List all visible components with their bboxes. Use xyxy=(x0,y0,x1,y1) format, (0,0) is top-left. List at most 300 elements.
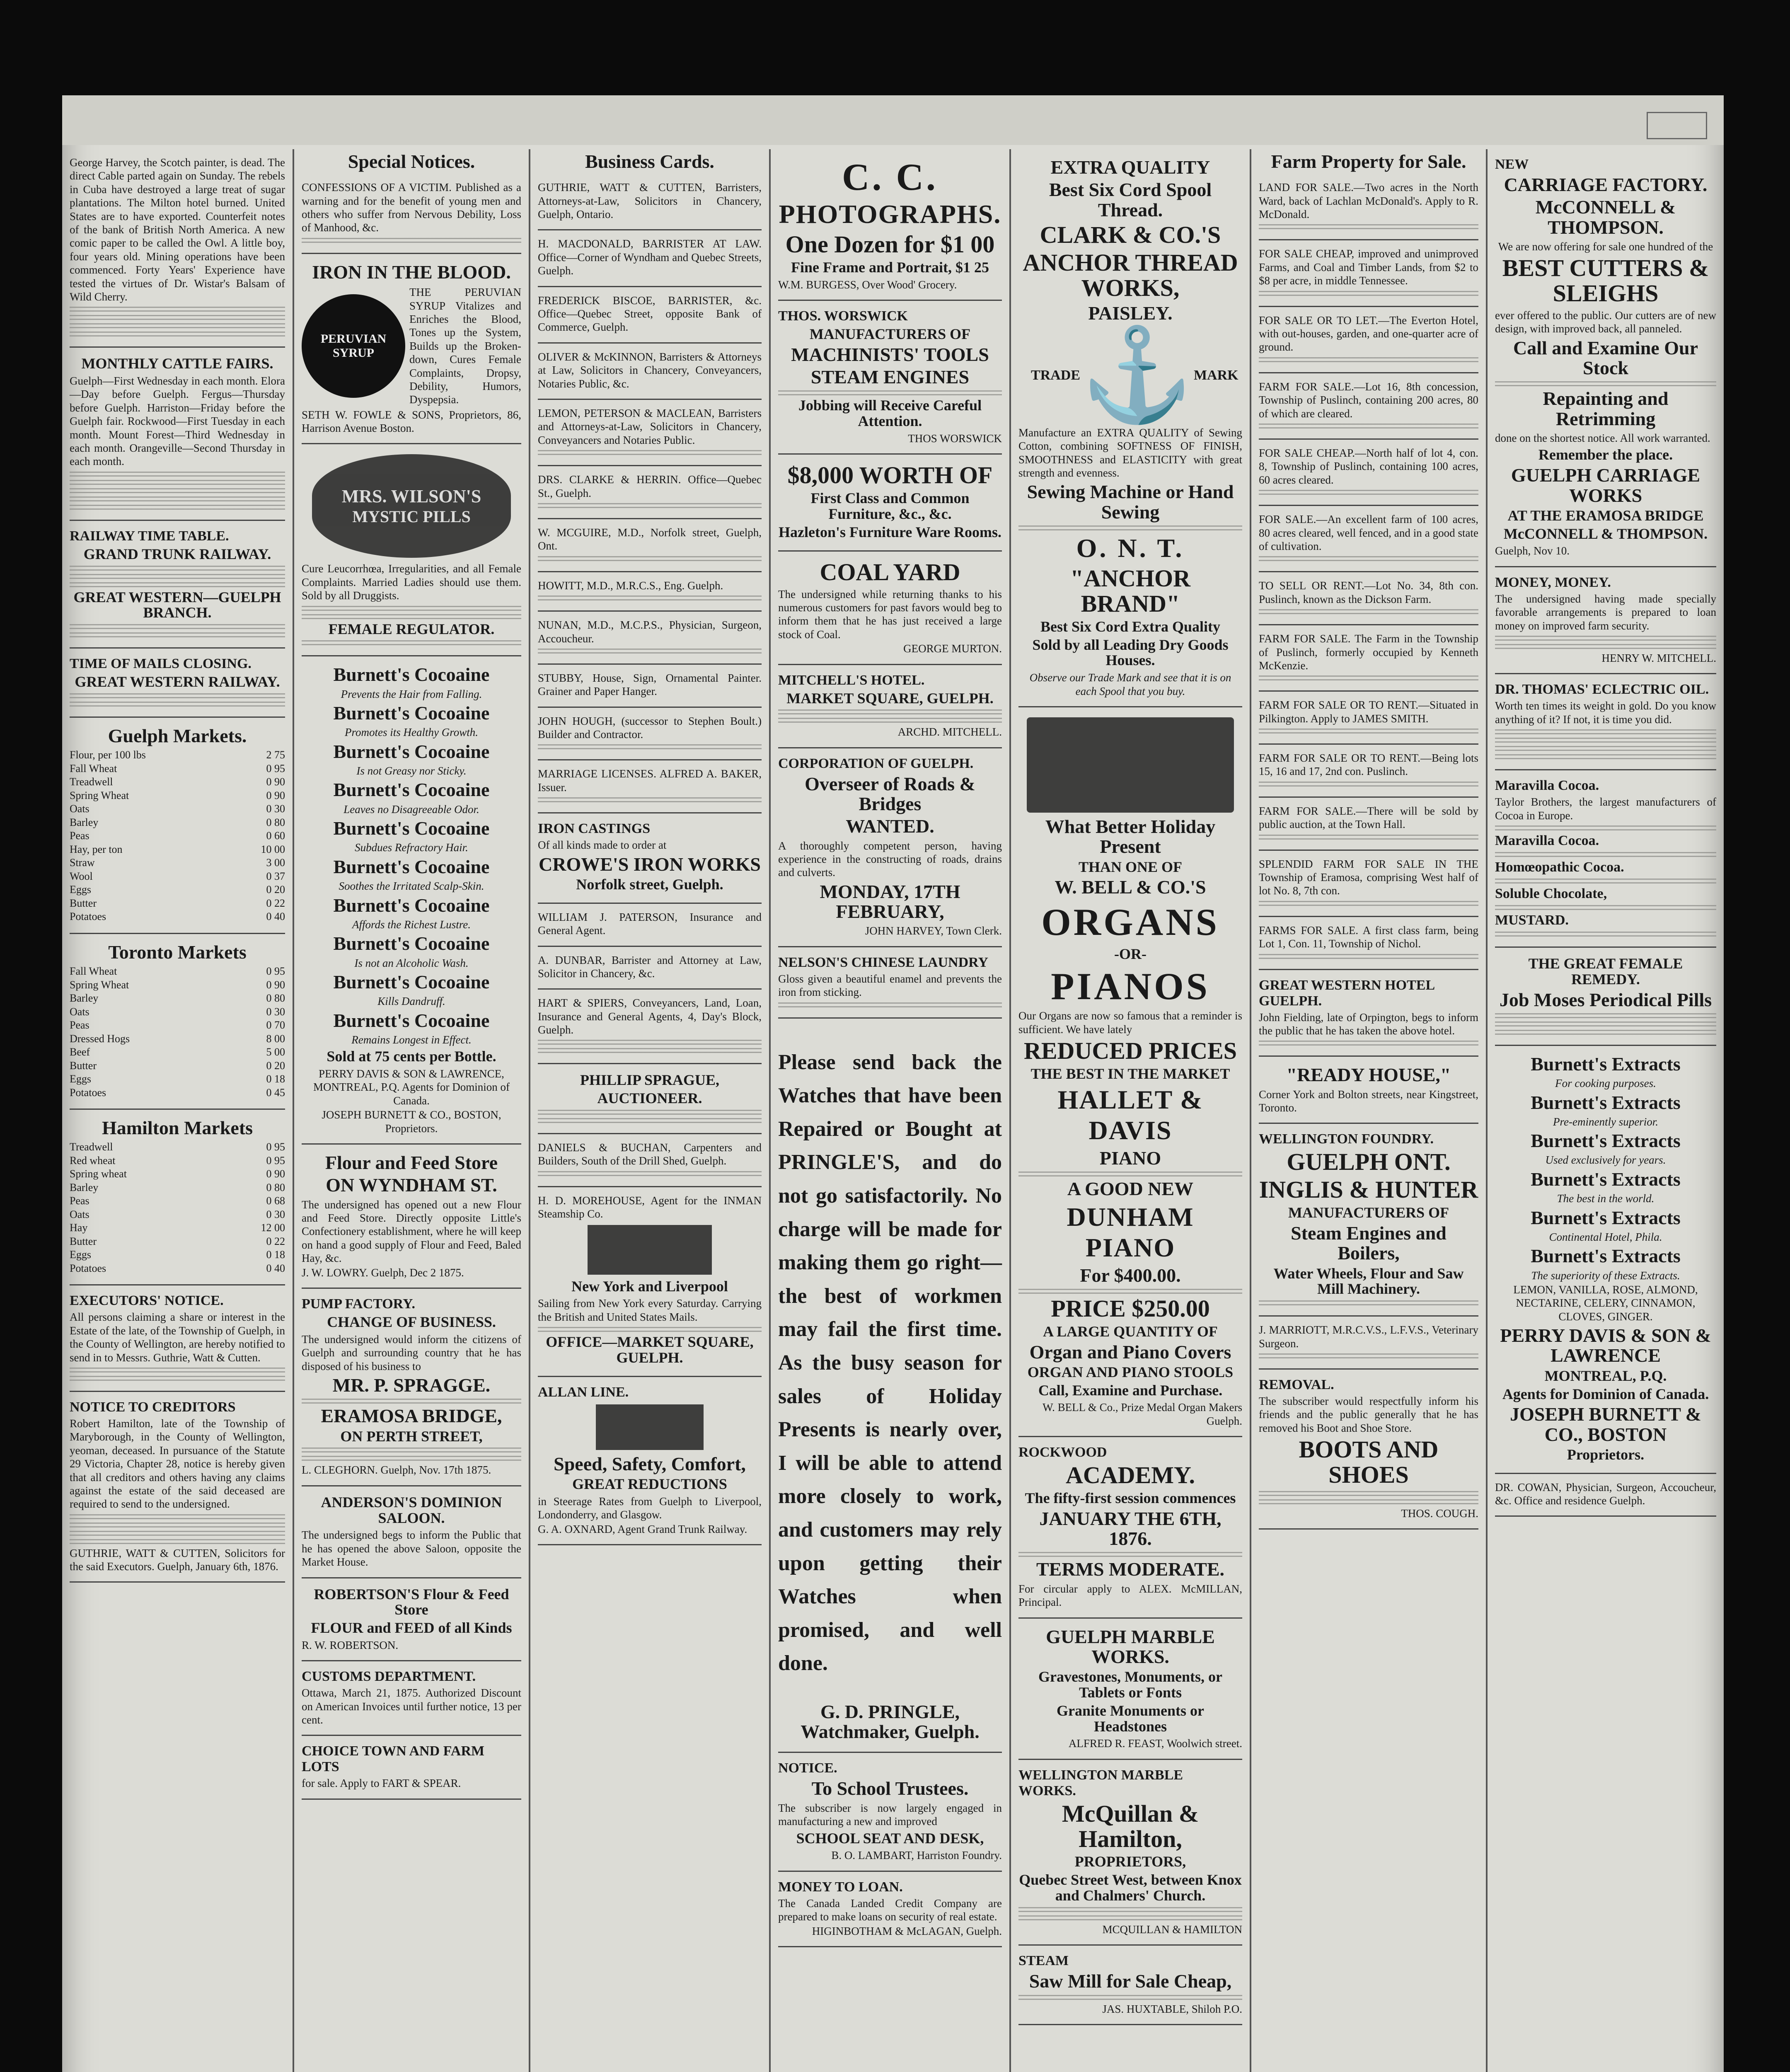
mitchell-title: MITCHELL'S HOTEL. xyxy=(778,672,925,688)
farm-listing xyxy=(1259,692,1478,745)
spool-thread: Best Six Cord Spool Thread. xyxy=(1049,179,1212,220)
anchor-icon: ⚓ xyxy=(1080,324,1194,426)
machinists-tools: MACHINISTS' TOOLS xyxy=(791,344,989,365)
cocoaine-title: Burnett's Cocoaine xyxy=(333,779,490,801)
card-biscoe xyxy=(538,287,762,344)
market-price: 0 90 xyxy=(266,776,285,788)
farm-listing xyxy=(1259,851,1478,917)
farm-list xyxy=(1259,174,1478,970)
mcconnell-title: McCONNELL & THOMPSON. xyxy=(1535,196,1676,238)
iron-blood-ad xyxy=(302,254,521,445)
card-macdonald xyxy=(538,230,762,287)
coal-text: The undersigned while returning thanks to his numerous customers for past favors would beg to inform them that he has just received a large stock of Coal. xyxy=(778,588,1002,641)
furniture-price: $8,000 WORTH OF xyxy=(787,462,993,489)
bell-name: W. BELL & CO.'S xyxy=(1055,876,1206,898)
iron-title: IRON IN THE BLOOD. xyxy=(312,261,511,283)
dunham-price: For $400.00. xyxy=(1080,1264,1181,1286)
hough-text: JOHN HOUGH, (successor to Stephen Boult.) Builder and Contractor. xyxy=(538,714,762,741)
farm-listing xyxy=(1259,440,1478,506)
customs-text: Ottawa, March 21, 1875. Authorized Discount on American Invoices until further notice, 13 per cent. xyxy=(302,1687,521,1726)
holiday-present: What Better Holiday Present xyxy=(1045,816,1216,857)
guelph-marble-ad xyxy=(1018,1619,1242,1760)
market-row xyxy=(70,870,285,884)
wilsons-title: MRS. WILSON'S xyxy=(341,486,481,507)
great-western-hotel-ad xyxy=(1259,970,1478,1057)
furniture-text: First Class and Common Furniture, &c., &c. xyxy=(810,490,970,523)
news-briefs xyxy=(70,149,285,348)
money-title: MONEY TO LOAN. xyxy=(778,1879,903,1895)
business-cards-title: Business Cards. xyxy=(585,151,714,172)
card-paterson xyxy=(538,904,762,947)
mark-label: MARK xyxy=(1193,367,1238,383)
market-price: 0 80 xyxy=(266,816,285,828)
lambart-sign: B. O. LAMBART, Harriston Foundry. xyxy=(831,1849,1002,1862)
allan-steerage: in Steerage Rates from Guelph to Liverpool, Londonderry, and Glasgow. xyxy=(538,1495,762,1521)
market-row xyxy=(70,1248,285,1262)
wilsons-sub: MYSTIC PILLS xyxy=(352,507,471,526)
market-row xyxy=(70,748,285,762)
customs-title: CUSTOMS DEPARTMENT. xyxy=(302,1669,476,1685)
market-item: Oats xyxy=(70,803,90,815)
farm-listing xyxy=(1259,798,1478,851)
dunbar-text: A. DUNBAR, Barrister and Attorney at Law, Solicitor in Chancery, &c. xyxy=(538,954,762,980)
market-price: 5 00 xyxy=(266,1046,285,1058)
market-item: Fall Wheat xyxy=(70,762,117,775)
laundry-title: NELSON'S CHINESE LAUNDRY xyxy=(778,954,989,970)
pump-sign: L. CLEGHORN. Guelph, Nov. 17th 1875. xyxy=(302,1464,491,1477)
market-item: Straw xyxy=(70,857,95,869)
farm-listing-text: FOR SALE CHEAP, improved and unimproved Farms, and Coal and Timber Lands, from $2 to $8 per acre, in middle Tennessee. xyxy=(1259,247,1478,287)
card-daniels xyxy=(538,1134,762,1187)
marriage-text: MARRIAGE LICENSES. ALFRED A. BAKER, Issuer. xyxy=(538,767,762,794)
cowan-ad xyxy=(1495,1474,1716,1517)
allan-reductions: GREAT REDUCTIONS xyxy=(572,1476,727,1493)
market-item: Hay xyxy=(70,1222,88,1234)
toronto-price-list xyxy=(70,965,285,1099)
rockwood-academy-ad xyxy=(1018,1437,1242,1618)
cocoaine-claim: Is not an Alcoholic Wash. xyxy=(354,956,469,969)
market-item: Oats xyxy=(70,1208,90,1220)
trustees-text: The subscriber is now largely engaged in manufacturing a new and improved xyxy=(778,1801,1002,1828)
flour-text: The undersigned has opened out a new Flour and Feed Store. Directly opposite Little's Confectionery establishment, where he will keep on hand a good supply of Flour and Feed, Baled Hay, &c. xyxy=(302,1198,521,1265)
farm-listing-text: FARM FOR SALE.—Lot 16, 8th concession, Township of Puslinch, containing 200 acres, 80 of which are cleared. xyxy=(1259,380,1478,420)
market-row xyxy=(70,1140,285,1154)
market-item: Oats xyxy=(70,1005,90,1018)
sprague-sub: AUCTIONEER. xyxy=(597,1090,702,1107)
anchor-text: Manufacture an EXTRA QUALITY of Sewing Cotton, combining SOFTNESS OF FINISH, SMOOTHNESS and ELASTICITY with great strength and evenness. xyxy=(1018,426,1242,479)
oliver-text: OLIVER & McKINNON, Barristers & Attorneys at Law, Solicitors in Chancery, Conveyancers, Notaries Public, &c. xyxy=(538,350,762,390)
dunham-piano: DUNHAM PIANO xyxy=(1067,1202,1194,1262)
market-price: 0 30 xyxy=(266,803,285,815)
moses-pills: Job Moses Periodical Pills xyxy=(1499,989,1712,1010)
fairs-title: MONTHLY CATTLE FAIRS. xyxy=(81,355,273,372)
sewing-machine: Sewing Machine or Hand Sewing xyxy=(1027,481,1234,523)
or-divider: -OR- xyxy=(1114,945,1147,962)
executors-title: EXECUTORS' NOTICE. xyxy=(70,1293,224,1309)
farm-listing-text: FOR SALE.—An excellent farm of 100 acres, 80 acres cleared, well fenced, and in a good state of cultivation. xyxy=(1259,513,1478,552)
card-howitt xyxy=(538,572,762,612)
cocoaine-claim: Remains Longest in Effect. xyxy=(351,1033,472,1046)
card-nunan xyxy=(538,612,762,665)
allan-ship-image xyxy=(596,1404,704,1450)
clarke-text: DRS. CLARKE & HERRIN. Office—Quebec St., Guelph. xyxy=(538,473,762,499)
gw-title: GREAT WESTERN HOTEL GUELPH. xyxy=(1259,977,1434,1009)
creditors-text: Robert Hamilton, late of the Township of Maryborough, in the County of Wellington, yeoman, deceased. In pursuance of the Statute 29 Victoria, Chapter 28, notice is hereby given that all creditors and others having any claims against the estate of the said deceased are required to send to the undersigned. xyxy=(70,1417,285,1510)
confessions-ad xyxy=(302,174,521,254)
mitchell-sub: MARKET SQUARE, GUELPH. xyxy=(786,690,994,707)
market-row xyxy=(70,1005,285,1019)
lots-ad xyxy=(302,1736,521,1799)
hamilton-price-list xyxy=(70,1140,285,1275)
anchor-works: ANCHOR THREAD WORKS, xyxy=(1023,249,1238,301)
perry-davis-text: PERRY DAVIS & SON & LAWRENCE, MONTREAL, P.Q. Agents for Dominion of Canada. xyxy=(313,1067,510,1107)
farm-listing-text: FARMS FOR SALE. A first class farm, being Lot 1, Con. 11, Township of Nichol. xyxy=(1259,924,1478,950)
burgess-text: W.M. BURGESS, Over Wood' Grocery. xyxy=(778,278,957,291)
wellington-marble-ad xyxy=(1018,1760,1242,1946)
fairs-text: Guelph—First Wednesday in each month. Elora—Day before Guelph. Fergus—Thursday before Guelph. Harriston—Friday before the Guelph fair. Rockwood—First Tuesday in each month. Mount Forest—Third Wednesday in each month. Orangeville—Second Thursday in each month. xyxy=(70,375,285,468)
anderson-text: The undersigned begs to inform the Public that he has opened the above Saloon, opposite the Market House. xyxy=(302,1529,521,1569)
market-price: 0 95 xyxy=(266,965,285,978)
observe-text: Observe our Trade Mark and see that it is on each Spool that you buy. xyxy=(1029,671,1231,697)
mitchell-hotel-ad xyxy=(778,665,1002,748)
cocoaine-title: Burnett's Cocoaine xyxy=(333,856,490,877)
removal-ad xyxy=(1259,1370,1478,1530)
market-row xyxy=(70,1154,285,1168)
market-row xyxy=(70,1221,285,1235)
market-row xyxy=(70,829,285,843)
market-row xyxy=(70,1167,285,1181)
boots-sign: THOS. COUGH. xyxy=(1401,1507,1478,1520)
robertson-title: ROBERTSON'S Flour & Feed Store xyxy=(314,1585,509,1618)
peruvian-syrup-seal: PERUVIAN SYRUP xyxy=(302,294,405,398)
card-lemon xyxy=(538,400,762,466)
laundry-text: Gloss given a beautiful enamel and prevents the iron from sticking. xyxy=(778,972,1002,999)
academy-title: ACADEMY. xyxy=(1065,1462,1195,1489)
market-price: 12 00 xyxy=(261,1222,285,1234)
market-row xyxy=(70,816,285,830)
guthrie-text: GUTHRIE, WATT & CUTTEN, Barristers, Attorneys-at-Law, Solicitors in Chancery, Guelph, Ontario. xyxy=(538,181,762,221)
card-guthrie xyxy=(538,174,762,230)
marriott-text: J. MARRIOTT, M.R.C.V.S., L.F.V.S., Veterinary Surgeon. xyxy=(1259,1324,1478,1350)
news-text: George Harvey, the Scotch painter, is dead. The direct Cable parted again on Sunday. The rebels in Cuba have destroyed a large treat of sugar plantations. The Milton hotel burned. United States are to have exported. Counterfeit notes of the bank of British North America. A new comic paper to be called the Owl. A little boy, four years old. Mining operations have been commenced. Forty Years' Experience have tested the virtues of Dr. Wistar's Balsam of Wild Cherry. xyxy=(70,156,285,303)
market-item: Peas xyxy=(70,830,90,842)
creditors-title: NOTICE TO CREDITORS xyxy=(70,1399,236,1415)
perry-davis-7: PERRY DAVIS & SON & LAWRENCE xyxy=(1500,1325,1711,1366)
market-price: 0 90 xyxy=(266,1168,285,1180)
new-label: NEW xyxy=(1495,157,1529,172)
market-row xyxy=(70,1086,285,1100)
worswick-title: THOS. WORSWICK xyxy=(778,308,908,324)
biscoe-text: FREDERICK BISCOE, BARRISTER, &c. Office—Quebec Street, opposite Bank of Commerce, Guelph. xyxy=(538,294,762,334)
pump-sub: CHANGE OF BUSINESS. xyxy=(327,1313,496,1330)
ny-liverpool: New York and Liverpool xyxy=(571,1278,728,1295)
steam-title: STEAM xyxy=(1018,1953,1069,1969)
market-row xyxy=(70,802,285,816)
quebec-address: Quebec Street West, between Knox and Chalmers' Church. xyxy=(1019,1871,1242,1904)
farm-listing-text: FOR SALE OR TO LET.—The Everton Hotel, with out-houses, garden, and one-quarter acre of ground. xyxy=(1259,314,1478,353)
card-mcguire xyxy=(538,519,762,572)
market-price: 0 20 xyxy=(266,884,285,896)
farm-listing-text: TO SELL OR RENT.—Lot No. 34, 8th con. Puslinch, known as the Dickson Farm. xyxy=(1259,579,1478,605)
thomas-text: Worth ten times its weight in gold. Do you know anything of it? If not, it is time you did. xyxy=(1495,700,1716,726)
railway-table xyxy=(70,521,285,649)
mcguire-text: W. MCGUIRE, M.D., Norfolk street, Guelph, Ont. xyxy=(538,526,762,552)
card-clarke xyxy=(538,466,762,519)
market-item: Dressed Hogs xyxy=(70,1032,130,1045)
organs-title: ORGANS xyxy=(1041,900,1219,943)
manufacturers-label: MANUFACTURERS OF xyxy=(1288,1204,1449,1221)
wilsons-text: Cure Leucorrhœa, Irregularities, and all Female Complaints. Married Ladies should use them. Sold by all Druggists. xyxy=(302,562,521,602)
cocoaine-title: Burnett's Cocoaine xyxy=(333,702,490,724)
market-item: Hay, per ton xyxy=(70,843,123,855)
steam-engines: STEAM ENGINES xyxy=(810,366,970,388)
maravilla-text: Taylor Brothers, the largest manufacturers of Cocoa in Europe. xyxy=(1495,796,1716,822)
best-market: THE BEST IN THE MARKET xyxy=(1030,1065,1230,1082)
market-row xyxy=(70,843,285,857)
steamship-image xyxy=(588,1225,712,1275)
market-price: 0 45 xyxy=(266,1086,285,1099)
spragge-name: MR. P. SPRAGGE. xyxy=(332,1374,491,1396)
gravestones: Gravestones, Monuments, or Tablets or Fonts xyxy=(1038,1668,1222,1701)
clark-name: CLARK & CO.'S xyxy=(1040,221,1221,248)
female-remedy-title: THE GREAT FEMALE REMEDY. xyxy=(1528,955,1683,988)
factory-title: CARRIAGE FACTORY. xyxy=(1504,174,1708,195)
furniture-ad xyxy=(778,455,1002,551)
worswick-sub: MANUFACTURERS OF xyxy=(809,326,971,343)
sprague-title: PHILLIP SPRAGUE, xyxy=(580,1072,720,1089)
female-regulator: FEMALE REGULATOR. xyxy=(328,620,495,637)
money-money-text: The undersigned having made specially favorable arrangements is prepared to loan money on improved farm security. xyxy=(1495,592,1716,632)
market-item: Eggs xyxy=(70,1249,91,1261)
norfolk-text: Norfolk street, Guelph. xyxy=(576,876,723,893)
robertson-sign: R. W. ROBERTSON. xyxy=(302,1639,399,1651)
organ-covers: Organ and Piano Covers xyxy=(1029,1341,1231,1363)
wellington-title: WELLINGTON MARBLE WORKS. xyxy=(1018,1767,1183,1798)
marble-title: GUELPH MARBLE WORKS. xyxy=(1046,1626,1215,1667)
granite: Granite Monuments or Headstones xyxy=(1057,1702,1204,1735)
flour-feed-ad xyxy=(302,1145,521,1289)
market-row xyxy=(70,965,285,978)
organ-stools: ORGAN AND PIANO STOOLS xyxy=(1027,1363,1234,1380)
market-item: Barley xyxy=(70,1181,99,1193)
market-price: 0 90 xyxy=(266,978,285,991)
joseph-burnett-7: JOSEPH BURNETT & CO., BOSTON xyxy=(1510,1404,1701,1445)
pump-factory-ad xyxy=(302,1289,521,1486)
extracts-title: Burnett's Extracts xyxy=(1531,1207,1681,1228)
market-item: Red wheat xyxy=(70,1154,116,1167)
farm-listing-text: FARM FOR SALE.—There will be sold by public auction, at the Town Hall. xyxy=(1259,804,1478,831)
farm-listing xyxy=(1259,307,1478,373)
market-row xyxy=(70,775,285,789)
extracts-claim: The best in the world. xyxy=(1557,1192,1655,1205)
farm-listing-text: FARM FOR SALE OR TO RENT.—Being lots 15, 16 and 17, 2nd con. Puslinch. xyxy=(1259,752,1478,778)
column-3 xyxy=(530,149,771,2072)
card-marriage xyxy=(538,760,762,813)
carriage-intro: We are now offering for sale one hundred of the xyxy=(1498,240,1713,253)
call-examine-stock: Call and Examine Our Stock xyxy=(1513,337,1698,379)
cutters-text: ever offered to the public. Our cutters are of new design, with improved back, all panneled. xyxy=(1495,309,1716,335)
market-row xyxy=(70,897,285,910)
flour-sign: J. W. LOWRY. Guelph, Dec 2 1875. xyxy=(302,1266,464,1279)
paisley: PAISLEY. xyxy=(1088,302,1173,324)
column-2 xyxy=(294,149,530,2072)
farm-listing xyxy=(1259,745,1478,798)
pringle-notice xyxy=(778,1019,1002,1753)
market-item: Wool xyxy=(70,870,93,882)
repainting: Repainting and Retrimming xyxy=(1543,388,1669,429)
corp-sub: Overseer of Roads & Bridges xyxy=(805,773,975,815)
market-item: Butter xyxy=(70,1059,97,1072)
market-item: Eggs xyxy=(70,1073,91,1085)
rockwood-title: ROCKWOOD xyxy=(1018,1445,1107,1460)
reduced-prices: REDUCED PRICES xyxy=(1023,1037,1237,1065)
market-row xyxy=(70,762,285,776)
ready-house-title: "READY HOUSE," xyxy=(1286,1064,1451,1086)
cocoaine-title: Burnett's Cocoaine xyxy=(333,818,490,839)
confessions-text: CONFESSIONS OF A VICTIM. Published as a warning and for the benefit of young men and others who suffer from Nervous Debility, Loss of Manhood, &c. xyxy=(302,181,521,234)
remember-place: Remember the place. xyxy=(1538,446,1673,463)
stubby-text: STUBBY, House, Sign, Ornamental Painter. Grainer and Paper Hanger. xyxy=(538,671,762,698)
hart-text: HART & SPIERS, Conveyancers, Land, Loan, Insurance and General Agents, 4, Day's Block, Guelph. xyxy=(538,997,762,1036)
female-remedy-ad xyxy=(1495,948,1716,1046)
morehouse-text: H. D. MOREHOUSE, Agent for the INMAN Steamship Co. xyxy=(538,1194,762,1220)
cocoaine-claim: Promotes its Healthy Growth. xyxy=(345,726,478,739)
market-item: Potatoes xyxy=(70,1262,106,1274)
market-price: 3 00 xyxy=(266,857,285,869)
special-notices-title: Special Notices. xyxy=(348,151,475,172)
cocoaine-claim: Kills Dandruff. xyxy=(377,995,445,1008)
inglis-hunter: INGLIS & HUNTER xyxy=(1259,1176,1478,1203)
market-price: 0 18 xyxy=(266,1073,285,1085)
dozen-price: One Dozen for $1 00 xyxy=(785,231,995,258)
corp-text: A thoroughly competent person, having experience in the constructing of roads, drains and culverts. xyxy=(778,839,1002,879)
terms-moderate: TERMS MODERATE. xyxy=(1036,1559,1225,1580)
market-item: Eggs xyxy=(70,884,91,896)
homeopathic-title: Homœopathic Cocoa. xyxy=(1495,859,1624,875)
cocoaine-claim: Subdues Refractory Hair. xyxy=(355,841,468,854)
extracts-header: Burnett's Extracts xyxy=(1531,1053,1681,1075)
allan-line-ad xyxy=(538,1377,762,1545)
mcconnell-sign: McCONNELL & THOMPSON. xyxy=(1503,525,1708,542)
water-wheels: Water Wheels, Flour and Saw Mill Machinery. xyxy=(1273,1265,1464,1297)
market-item: Potatoes xyxy=(70,1086,106,1099)
extra-quality: EXTRA QUALITY xyxy=(1050,157,1210,178)
sold-by: Sold by all Leading Dry Goods Houses. xyxy=(1032,636,1229,669)
feast-sign: ALFRED R. FEAST, Woolwich street. xyxy=(1068,1737,1242,1750)
great-western: GREAT WESTERN—GUELPH BRANCH. xyxy=(73,588,281,621)
sawmill-title: Saw Mill for Sale Cheap, xyxy=(1029,1970,1232,1992)
flour-sub: ON WYNDHAM ST. xyxy=(326,1174,497,1196)
column-1 xyxy=(62,149,294,2072)
cattle-fairs xyxy=(70,348,285,521)
market-price: 0 20 xyxy=(266,1059,285,1072)
column-4 xyxy=(771,149,1011,2072)
card-stubby xyxy=(538,665,762,708)
market-row xyxy=(70,1181,285,1195)
card-morehouse xyxy=(538,1187,762,1377)
creditors-notice xyxy=(70,1392,285,1583)
mitchell-sign: ARCHD. MITCHELL. xyxy=(897,726,1002,738)
anderson-title: ANDERSON'S DOMINION SALOON. xyxy=(321,1493,502,1526)
cutters-sleighs: BEST CUTTERS & SLEIGHS xyxy=(1502,254,1709,307)
newspaper-page xyxy=(62,95,1724,2072)
gw-text: John Fielding, late of Orpington, begs to inform the public that he has taken the above hotel. xyxy=(1259,1011,1478,1037)
market-row xyxy=(70,1019,285,1032)
pump-text: The undersigned would inform the citizens of Guelph and surrounding country that he has disposed of his business to xyxy=(302,1333,521,1372)
market-item: Potatoes xyxy=(70,910,106,923)
worswick-sign: THOS WORSWICK xyxy=(908,432,1002,445)
hazleton-text: Hazleton's Furniture Ware Rooms. xyxy=(779,523,1001,540)
market-row xyxy=(70,883,285,897)
steam-engines-boilers: Steam Engines and Boilers, xyxy=(1291,1222,1447,1264)
card-oliver xyxy=(538,344,762,400)
anchor-brand: "ANCHOR BRAND" xyxy=(1070,565,1190,617)
price-line: PRICE $250.00 xyxy=(1051,1295,1210,1322)
farm-listing xyxy=(1259,917,1478,970)
market-row xyxy=(70,1194,285,1208)
eramosa-bridge: ERAMOSA BRIDGE, xyxy=(321,1405,502,1427)
guelph-ont: GUELPH ONT. xyxy=(1287,1148,1451,1176)
market-row xyxy=(70,910,285,924)
cocoaine-title: Burnett's Cocoaine xyxy=(333,1009,490,1031)
morehouse-office: OFFICE—MARKET SQUARE, GUELPH. xyxy=(546,1334,754,1366)
market-price: 0 37 xyxy=(266,870,285,882)
cocoaine-claim: Leaves no Disagreeable Odor. xyxy=(343,803,479,816)
circular-text: For circular apply to ALEX. McMILLAN, Principal. xyxy=(1018,1582,1242,1609)
market-item: Barley xyxy=(70,992,99,1005)
cocoaine-title: Burnett's Cocoaine xyxy=(333,933,490,954)
farm-listing-text: FOR SALE CHEAP.—North half of lot 4, con. 8, Township of Puslinch, containing 100 acres, 60 acres cleared. xyxy=(1259,446,1478,486)
card-hough xyxy=(538,708,762,761)
customs-notice xyxy=(302,1661,521,1736)
sawmill-sign: JAS. HUXTABLE, Shiloh P.O. xyxy=(1102,2002,1242,2015)
flour-title: Flour and Feed Store xyxy=(325,1152,498,1174)
carriage-date: Guelph, Nov 10. xyxy=(1495,545,1570,557)
best-six-cord: Best Six Cord Extra Quality xyxy=(1040,618,1220,635)
pringle-sign: G. D. PRINGLE, Watchmaker, Guelph. xyxy=(801,1701,980,1743)
farm-listing-text: SPLENDID FARM FOR SALE IN THE Township of Eramosa, comprising West half of lot No. 8, 7th con. xyxy=(1259,857,1478,897)
morehouse-detail: Sailing from New York every Saturday. Carrying the British and United States Mails. xyxy=(538,1297,762,1323)
mails-closing xyxy=(70,649,285,718)
eramosa-bridge-7: AT THE ERAMOSA BRIDGE xyxy=(1507,507,1704,524)
sawmill-ad xyxy=(1018,1946,1242,2025)
mcquillan-title: McQuillan & Hamilton, xyxy=(1062,1800,1199,1852)
market-price: 0 95 xyxy=(266,1141,285,1153)
cocoaine-claim: Soothes the Irritated Scalp-Skin. xyxy=(339,880,484,893)
session-text: The fifty-first session commences xyxy=(1025,1490,1236,1507)
pump-title: PUMP FACTORY. xyxy=(302,1296,415,1312)
robertson-sub: FLOUR and FEED of all Kinds xyxy=(311,1619,512,1636)
marriott-ad xyxy=(1259,1317,1478,1370)
removal-text: The subscriber would respectfully inform his friends and the public generally that he has removed his Boot and Shoe Store. xyxy=(1259,1394,1478,1434)
market-row xyxy=(70,1235,285,1249)
market-item: Butter xyxy=(70,1235,97,1247)
extracts-title: Burnett's Extracts xyxy=(1531,1168,1681,1190)
toronto-markets-title: Toronto Markets xyxy=(108,941,247,963)
money-money-title: MONEY, MONEY. xyxy=(1495,574,1611,590)
market-price: 0 80 xyxy=(266,992,285,1005)
market-row xyxy=(70,1032,285,1046)
market-price: 0 70 xyxy=(266,1019,285,1031)
market-price: 0 40 xyxy=(266,1262,285,1274)
guelph-carriage-works: GUELPH CARRIAGE WORKS xyxy=(1511,465,1700,506)
cocoaine-price: Sold at 75 cents per Bottle. xyxy=(327,1048,496,1065)
coal-sign: GEORGE MURTON. xyxy=(903,642,1002,655)
lots-text: for sale. Apply to FART & SPEAR. xyxy=(302,1777,461,1790)
farm-listing xyxy=(1259,174,1478,240)
market-price: 0 60 xyxy=(266,830,285,842)
market-row xyxy=(70,1072,285,1086)
